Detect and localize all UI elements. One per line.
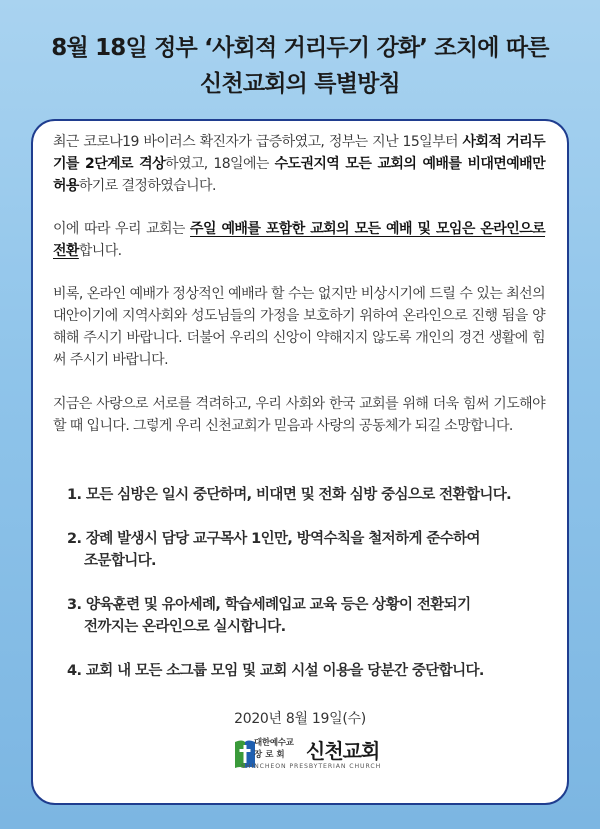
p1-text-c: 하였고, 18일에는 (165, 156, 275, 172)
p2-text-a: 이에 따라 우리 교회는 (53, 221, 191, 237)
list-item (67, 484, 537, 506)
title-line-2: 신천교회의 특별방침 (200, 71, 400, 97)
paragraph-1 (53, 131, 545, 197)
title-line-1: 8월 18일 정부 ‘사회적 거리두기 강화’ 조치에 따른 (51, 35, 549, 61)
paragraph-2 (53, 218, 545, 262)
page-title (0, 30, 600, 102)
list-item (67, 660, 537, 682)
notice-date: 2020년 8월 19일(수) (234, 711, 366, 727)
list-item-text: 4. 교회 내 모든 소그룹 모임 및 교회 시설 이용을 당분간 중단합니다. (67, 663, 484, 679)
p1-text-a: 최근 코로나19 바이러스 확진자가 급증하였고, 정부는 지난 15일부터 (53, 134, 463, 150)
paragraph-3: 비록, 온라인 예배가 정상적인 예배라 할 수는 없지만 비상시기에 드릴 수 있는 최선의 대안이기에 지역사회와 성도님들의 가정을 보호하기 위하여 온라인으로 진행 됨을 양해해 주시기 바랍니다. 더불어 우리의 신앙이 약해지지 않도록 개인의 경건 생활에 힘써 주시기 바랍니다. (53, 286, 545, 368)
p2-text-c: 합니다. (78, 243, 122, 259)
p1-bold-b: 사회적 거리두기를 2단계로 격상 (53, 134, 545, 172)
logo-church-name: 신천교회 (306, 739, 380, 763)
list-item-text: 2. 장례 발생시 담당 교구목사 1인만, 방역수칙을 철저하게 준수하여 (67, 531, 480, 547)
list-item-text: 1. 모든 심방은 일시 중단하며, 비대면 및 전화 심방 중심으로 전환합니다. (67, 487, 512, 503)
p2-underlined: 주일 예배를 포함한 교회의 모든 예배 및 모임은 온라인으로 전환 (53, 221, 546, 259)
logo-english-name: SHINCHEON PRESBYTERIAN CHURCH (241, 763, 382, 770)
list-item-text: 3. 양육훈련 및 유아세례, 학습세례입교 교육 등은 상황이 전환되기 (67, 597, 471, 613)
list-item (67, 594, 537, 638)
list-item-continuation: 전까지는 온라인으로 실시합니다. (84, 619, 286, 635)
list-item (67, 528, 537, 572)
p1-text-e: 하기로 결정하였습니다. (78, 178, 216, 194)
logo-denomination: 대한예수교 (254, 738, 294, 748)
p1-bold-d: 수도권지역 모든 교회의 예배를 비대면예배만 허용 (53, 156, 545, 194)
logo-denomination-2: 장로회 (254, 750, 288, 760)
church-logo (232, 736, 382, 776)
paragraph-4: 지금은 사랑으로 서로를 격려하고, 우리 사회와 한국 교회를 위해 더욱 힘써 기도해야 할 때 입니다. 그렇게 우리 신천교회가 믿음과 사랑의 공동체가 되길 소망합니다. (53, 396, 545, 434)
list-item-continuation: 조문합니다. (84, 553, 156, 569)
